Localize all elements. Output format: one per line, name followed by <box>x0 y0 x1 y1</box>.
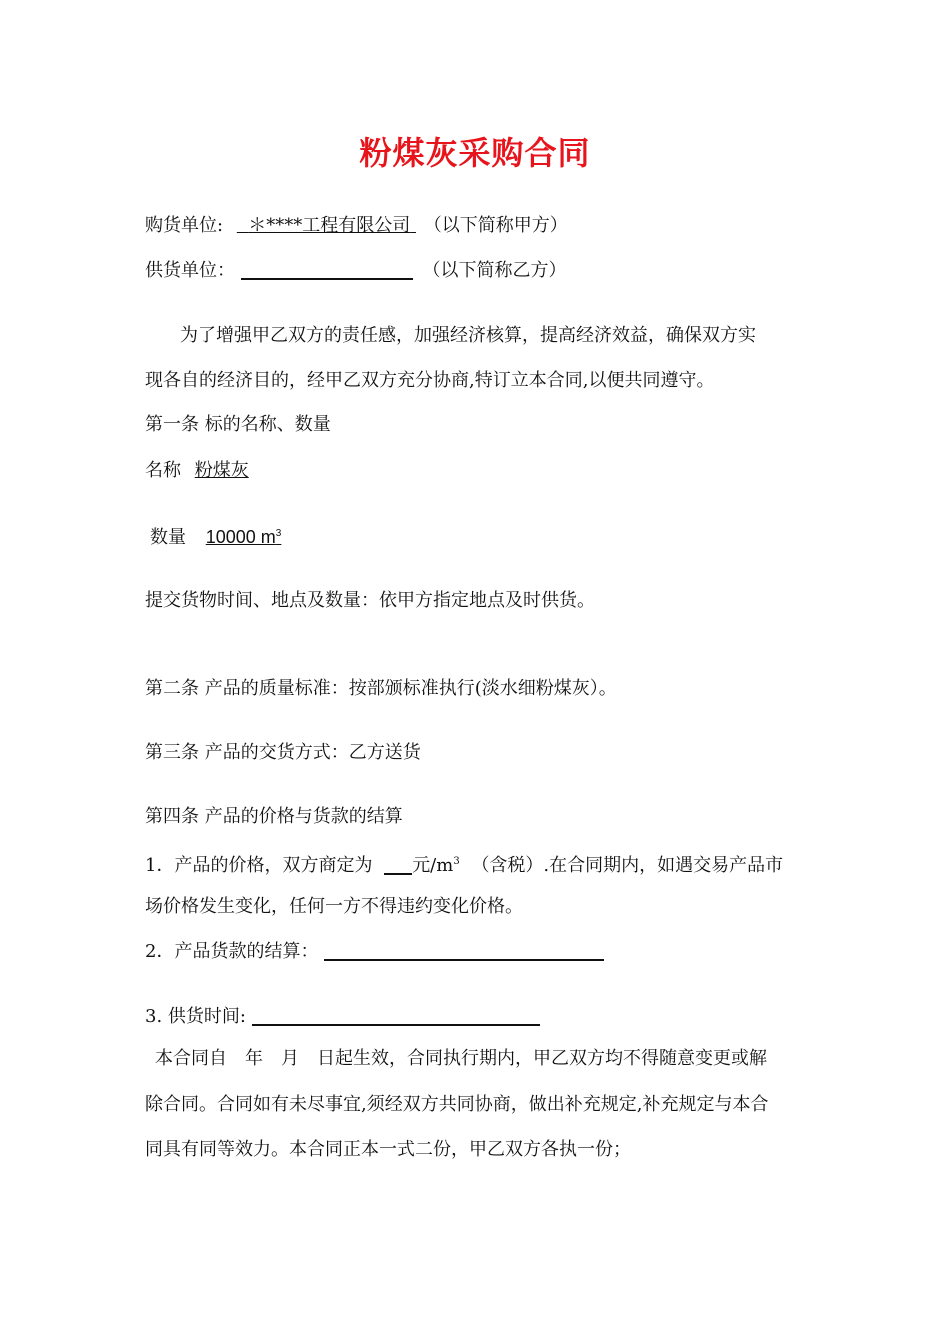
name-label: 名称 <box>145 460 181 481</box>
supplier-line <box>145 258 566 283</box>
item1-text-a: 1．产品的价格，双方商定为 <box>145 855 373 876</box>
article1-delivery: 提交货物时间、地点及数量：依甲方指定地点及时供货。 <box>145 590 595 611</box>
supplier-blank <box>241 258 413 280</box>
buyer-suffix: （以下简称甲方） <box>423 215 568 236</box>
buyer-line <box>145 214 568 238</box>
article4-heading: 第四条 产品的价格与货款的结算 <box>145 806 403 827</box>
intro-line-1: 为了增强甲乙双方的责任感，加强经济核算，提高经济效益，确保双方实 <box>180 325 756 346</box>
buyer-value: ＊****工程有限公司 <box>248 215 411 236</box>
closing-line-3: 同具有同等效力。本合同正本一式二份，甲乙双方各执一份； <box>145 1139 631 1160</box>
document-title: 粉煤灰采购合同 <box>359 134 591 172</box>
closing-line-2: 除合同。合同如有未尽事宜,须经双方共同协商，做出补充规定,补充规定与本合 <box>145 1094 769 1115</box>
article4-item1 <box>145 850 783 878</box>
settlement-blank <box>324 939 604 961</box>
item1-unit: 元$/m^3$ <box>412 855 460 876</box>
name-value: 粉煤灰 <box>194 460 249 481</box>
price-blank <box>384 853 412 875</box>
qty-label: 数量 <box>150 527 186 548</box>
article1-name-line <box>145 459 249 483</box>
supplier-suffix: （以下简称乙方） <box>422 260 567 281</box>
item2-text: 2．产品货款的结算： <box>145 941 319 962</box>
qty-value: 10000 $m^3$ <box>205 527 282 547</box>
item3-text: 3. 供货时间: <box>145 1006 246 1027</box>
article4-item1-line2: 场价格发生变化，任何一方不得违约变化价格。 <box>145 896 523 917</box>
closing-line-1: 本合同自 年 月 日起生效，合同执行期内，甲乙双方均不得随意变更或解 <box>155 1048 767 1069</box>
article4-item3 <box>145 1004 540 1029</box>
article2-text: 第二条 产品的质量标准：按部颁标准执行(淡水细粉煤灰）。 <box>145 678 617 699</box>
item1-text-c: （含税）.在合同期内，如遇交易产品市 <box>471 855 784 876</box>
article3-text: 第三条 产品的交货方式：乙方送货 <box>145 742 421 763</box>
article4-item2 <box>145 939 604 964</box>
intro-line-2: 现各自的经济目的，经甲乙双方充分协商,特订立本合同,以便共同遵守。 <box>145 370 715 391</box>
buyer-label: 购货单位: <box>145 215 224 236</box>
article1-qty-line <box>150 522 281 550</box>
supplier-label: 供货单位： <box>145 260 235 281</box>
article1-heading: 第一条 标的名称、数量 <box>145 414 331 435</box>
supply-time-blank <box>252 1004 540 1026</box>
